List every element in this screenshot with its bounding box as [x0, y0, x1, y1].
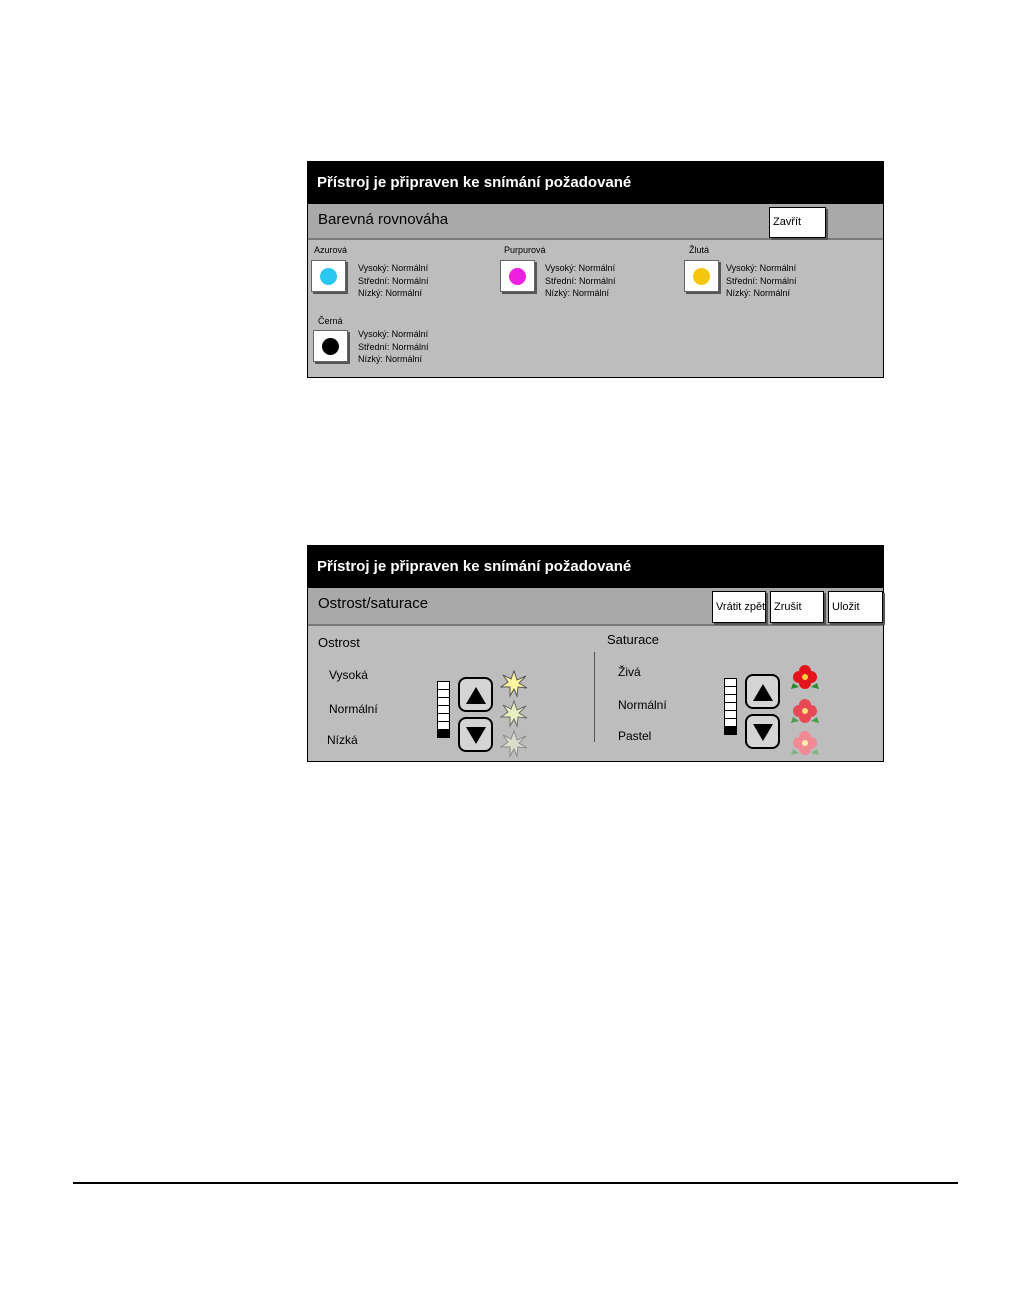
screen-title: Barevná rovnováha [318, 211, 449, 228]
value-line: Nízký: Normální [545, 288, 610, 298]
yellow-button[interactable] [684, 260, 719, 292]
meter-segment [724, 726, 737, 735]
close-button[interactable]: Zavřít [769, 207, 826, 238]
black-dot-icon [322, 338, 339, 355]
magenta-values [545, 262, 616, 300]
value-line: Nízký: Normální [358, 354, 423, 364]
value-line: Střední: Normální [358, 275, 429, 286]
sharpness-saturation-screen [307, 545, 884, 762]
sharpness-up-button[interactable] [458, 677, 493, 712]
black-values [358, 328, 429, 366]
sharpness-level-normal: Normální [329, 702, 378, 716]
cancel-button[interactable]: Zrušit [770, 591, 824, 623]
saturation-level-pastel: Pastel [618, 729, 652, 743]
magenta-dot-icon [509, 268, 526, 285]
magenta-label: Purpurová [504, 245, 546, 255]
flower-icon [791, 731, 819, 755]
starburst-icon [501, 671, 527, 696]
saturation-down-button[interactable] [745, 714, 780, 749]
status-bar: Přístroj je připraven ke snímání požadované [308, 546, 883, 588]
sharpness-preview-icons [500, 670, 530, 760]
starburst-icon [501, 731, 527, 756]
page-footer-rule [73, 1182, 958, 1184]
value-line: Střední: Normální [358, 341, 429, 352]
save-button[interactable]: Uložit [828, 591, 883, 623]
cyan-values [358, 262, 429, 300]
cyan-button[interactable] [311, 260, 346, 292]
value-line: Nízký: Normální [726, 288, 791, 298]
saturation-level-normal: Normální [618, 698, 667, 712]
sharpness-down-button[interactable] [458, 717, 493, 752]
sharpness-level-low: Nízká [327, 733, 358, 747]
flower-icon [791, 699, 819, 723]
title-bar [308, 588, 883, 626]
magenta-button[interactable] [500, 260, 535, 292]
value-line: Vysoký: Normální [726, 263, 797, 273]
value-line: Střední: Normální [726, 275, 797, 286]
yellow-values [726, 262, 797, 300]
yellow-dot-icon [693, 268, 710, 285]
cyan-dot-icon [320, 268, 337, 285]
arrow-up-icon [466, 687, 486, 704]
value-line: Střední: Normální [545, 275, 616, 286]
meter-segment [437, 729, 450, 738]
flower-icon [791, 665, 819, 689]
saturation-heading: Saturace [607, 632, 660, 647]
saturation-level-meter [724, 678, 737, 744]
sharpness-level-high: Vysoká [329, 668, 368, 682]
value-line: Nízký: Normální [358, 288, 423, 298]
starburst-icon [501, 701, 527, 726]
black-label: Černá [318, 316, 343, 326]
value-line: Vysoký: Normální [358, 263, 429, 273]
screen-title: Ostrost/saturace [318, 595, 429, 612]
cyan-label: Azurová [314, 245, 348, 255]
saturation-level-vivid: Živá [618, 665, 641, 679]
color-balance-screen [307, 161, 884, 378]
status-bar: Přístroj je připraven ke snímání požadované [308, 162, 883, 204]
title-bar [308, 204, 883, 240]
arrow-down-icon [753, 724, 773, 741]
arrow-up-icon [753, 684, 773, 701]
saturation-preview-icons [789, 661, 821, 759]
group-divider [594, 652, 595, 742]
yellow-label: Žlutá [689, 245, 710, 255]
saturation-up-button[interactable] [745, 674, 780, 709]
sharpness-level-meter [437, 681, 450, 747]
black-button[interactable] [313, 330, 348, 362]
undo-button[interactable]: Vrátit zpět [712, 591, 766, 623]
sharpness-heading: Ostrost [318, 635, 360, 650]
value-line: Vysoký: Normální [545, 263, 616, 273]
arrow-down-icon [466, 727, 486, 744]
value-line: Vysoký: Normální [358, 329, 429, 339]
